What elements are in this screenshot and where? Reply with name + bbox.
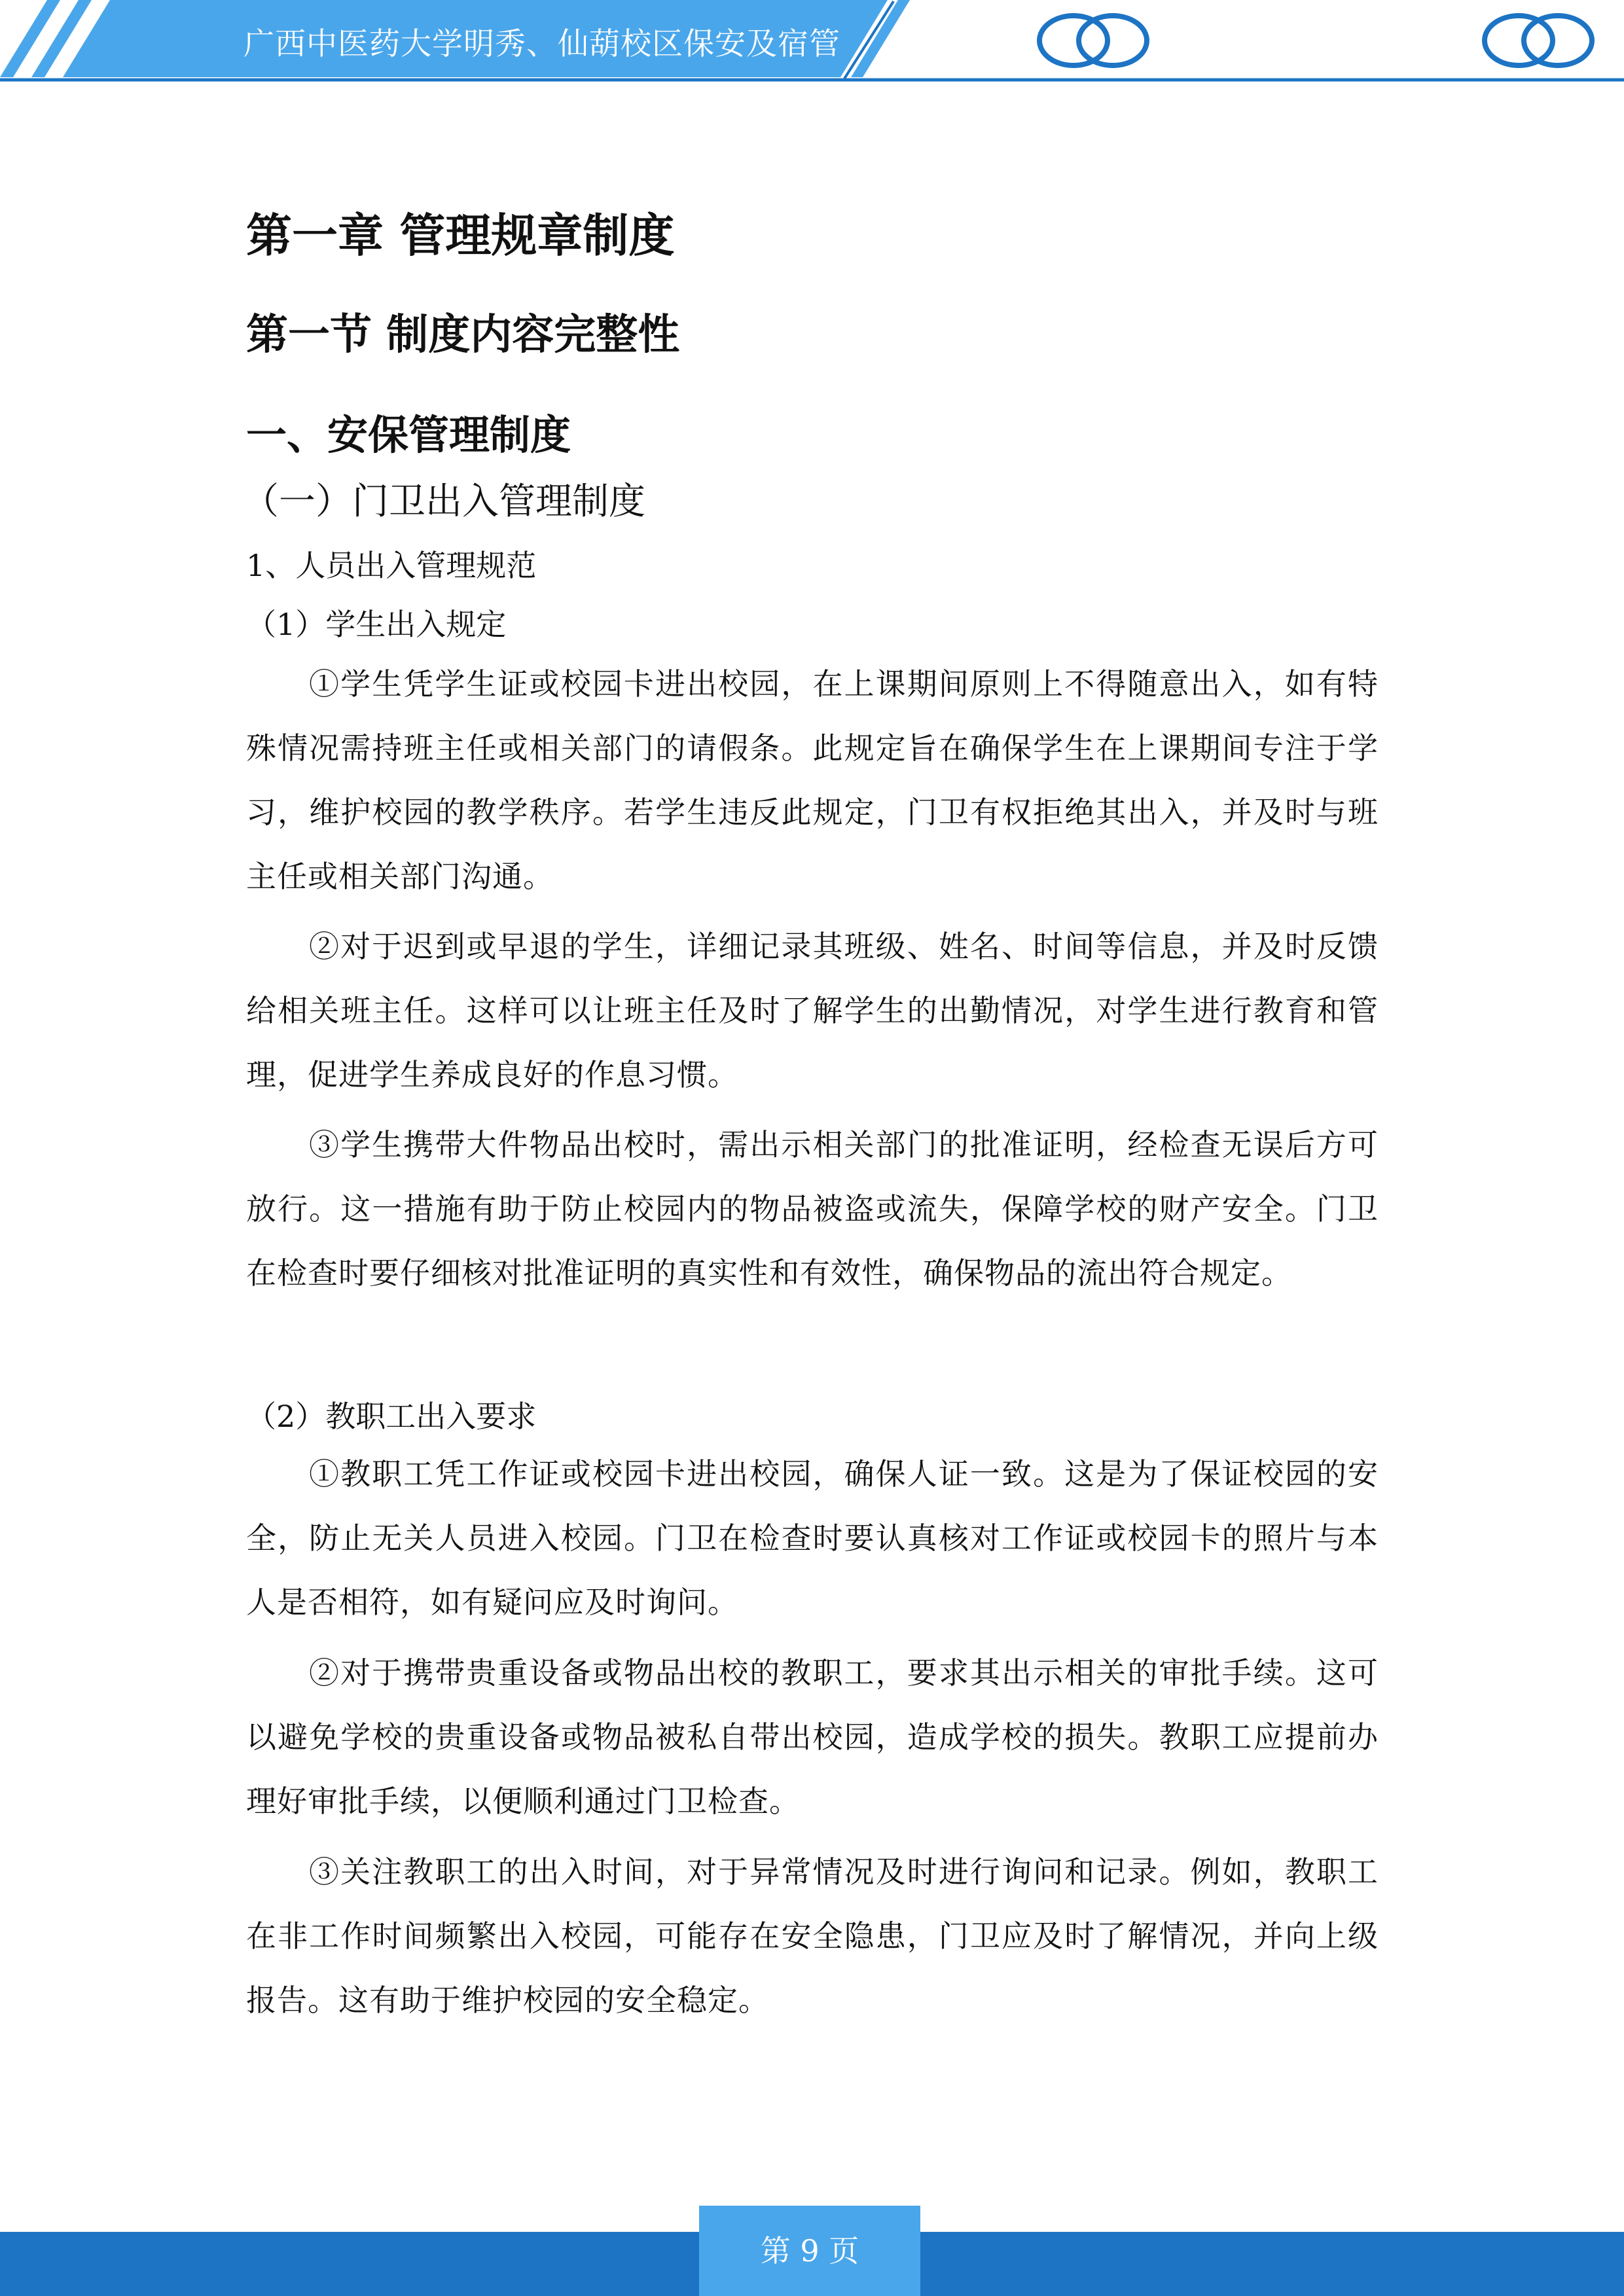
rings-logo-right xyxy=(1485,16,1592,65)
subsubsection-heading: （一）门卫出入管理制度 xyxy=(242,480,645,523)
section-heading: 第一节 制度内容完整性 xyxy=(246,311,680,359)
page-header xyxy=(0,0,1624,85)
paragraph: ①学生凭学生证或校园卡进出校园，在上课期间原则上不得随意出入，如有特殊情况需持班主任或相关部门的请假条。此规定旨在确保学生在上课期间专注于学习，维护校园的教学秩序。若学生违反此规定，门卫有权拒绝其出入，并及时与班主任或相关部门沟通。 xyxy=(246,666,1379,894)
paragraph: ②对于携带贵重设备或物品出校的教职工，要求其出示相关的审批手续。这可以避免学校的贵重设备或物品被私自带出校园，造成学校的损失。教职工应提前办理好审批手续，以便顺利通过门卫检查。 xyxy=(246,1655,1379,1819)
item-heading: 1、人员出入管理规范 xyxy=(246,548,537,583)
header-title: 广西中医药大学明秀、仙葫校区保安及宿管 xyxy=(244,26,840,62)
chapter-heading: 第一章 管理规章制度 xyxy=(246,209,675,262)
paragraph: ③关注教职工的出入时间，对于异常情况及时进行询问和记录。例如，教职工在非工作时间频繁出入校园，可能存在安全隐患，门卫应及时了解情况，并向上级报告。这有助于维护校园的安全稳定。 xyxy=(246,1854,1379,2018)
page-number: 第 9 页 xyxy=(699,2206,920,2296)
sub-heading-students: （1）学生出入规定 xyxy=(246,607,507,642)
paragraph: ③学生携带大件物品出校时，需出示相关部门的批准证明，经检查无误后方可放行。这一措施有助于防止校园内的物品被盗或流失，保障学校的财产安全。门卫在检查时要仔细核对批准证明的真实性和有效性，确保物品的流出符合规定。 xyxy=(246,1127,1379,1291)
paragraph: ①教职工凭工作证或校园卡进出校园，确保人证一致。这是为了保证校园的安全，防止无关人员进入校园。门卫在检查时要认真核对工作证或校园卡的照片与本人是否相符，如有疑问应及时询问。 xyxy=(246,1456,1379,1620)
sub-heading-staff: （2）教职工出入要求 xyxy=(246,1399,537,1434)
rings-logo-center xyxy=(1039,16,1147,65)
paragraph: ②对于迟到或早退的学生，详细记录其班级、姓名、时间等信息，并及时反馈给相关班主任。这样可以让班主任及时了解学生的出勤情况，对学生进行教育和管理，促进学生养成良好的作息习惯。 xyxy=(246,929,1379,1092)
subsection-heading: 一、安保管理制度 xyxy=(246,411,571,459)
